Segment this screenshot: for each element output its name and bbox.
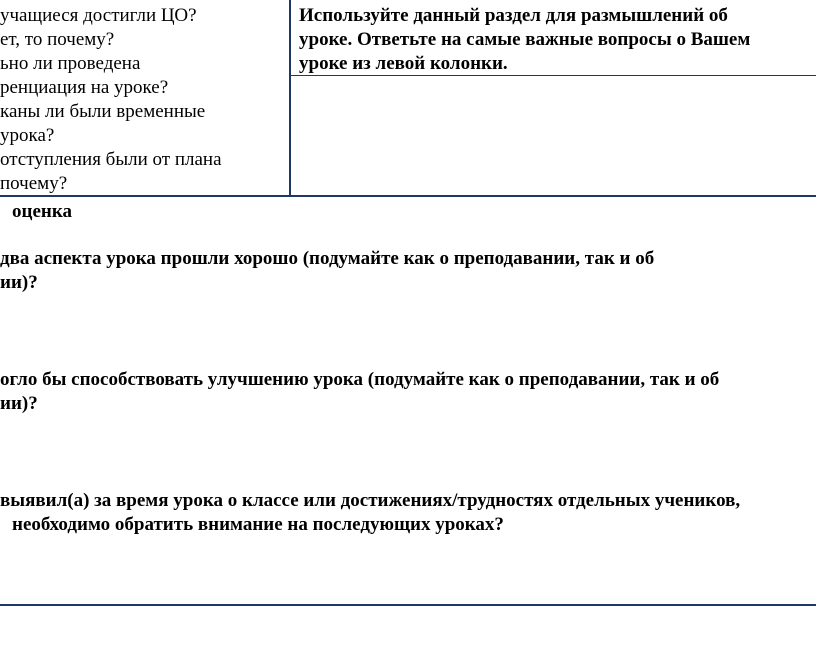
table-column-divider [289, 0, 291, 196]
left-cell-line: ет, то почему? [0, 29, 115, 50]
right-cell-line: Используйте данный раздел для размышлений об [299, 5, 728, 26]
table-bottom-border [0, 195, 816, 197]
question-1-line: ии)? [0, 272, 38, 293]
left-cell-line: учащиеся достигли ЦО? [0, 5, 197, 26]
summary-bottom-border [0, 604, 816, 606]
right-cell-line: уроке из левой колонки. [299, 53, 508, 74]
right-cell-line: уроке. Ответьте на самые важные вопросы о Вашем [299, 29, 751, 50]
summary-heading: оценка [12, 201, 72, 222]
question-3-line: выявил(а) за время урока о классе или достижениях/трудностях отдельных учеников, [0, 490, 741, 511]
question-2-line: огло бы способствовать улучшению урока (подумайте как о преподавании, так и об [0, 369, 720, 390]
left-cell-line: отступления были от плана [0, 149, 222, 170]
left-cell-line: почему? [0, 173, 68, 194]
question-3-line: необходимо обратить внимание на последующих уроках? [12, 514, 504, 535]
left-cell-line: ьно ли проведена [0, 53, 141, 74]
left-cell-line: каны ли были временные [0, 101, 206, 122]
left-cell-line: урока? [0, 125, 55, 146]
question-1-line: два аспекта урока прошли хорошо (подумайте как о преподавании, так и об [0, 248, 655, 269]
left-cell-line: ренциация на уроке? [0, 77, 169, 98]
question-2-line: ии)? [0, 393, 38, 414]
